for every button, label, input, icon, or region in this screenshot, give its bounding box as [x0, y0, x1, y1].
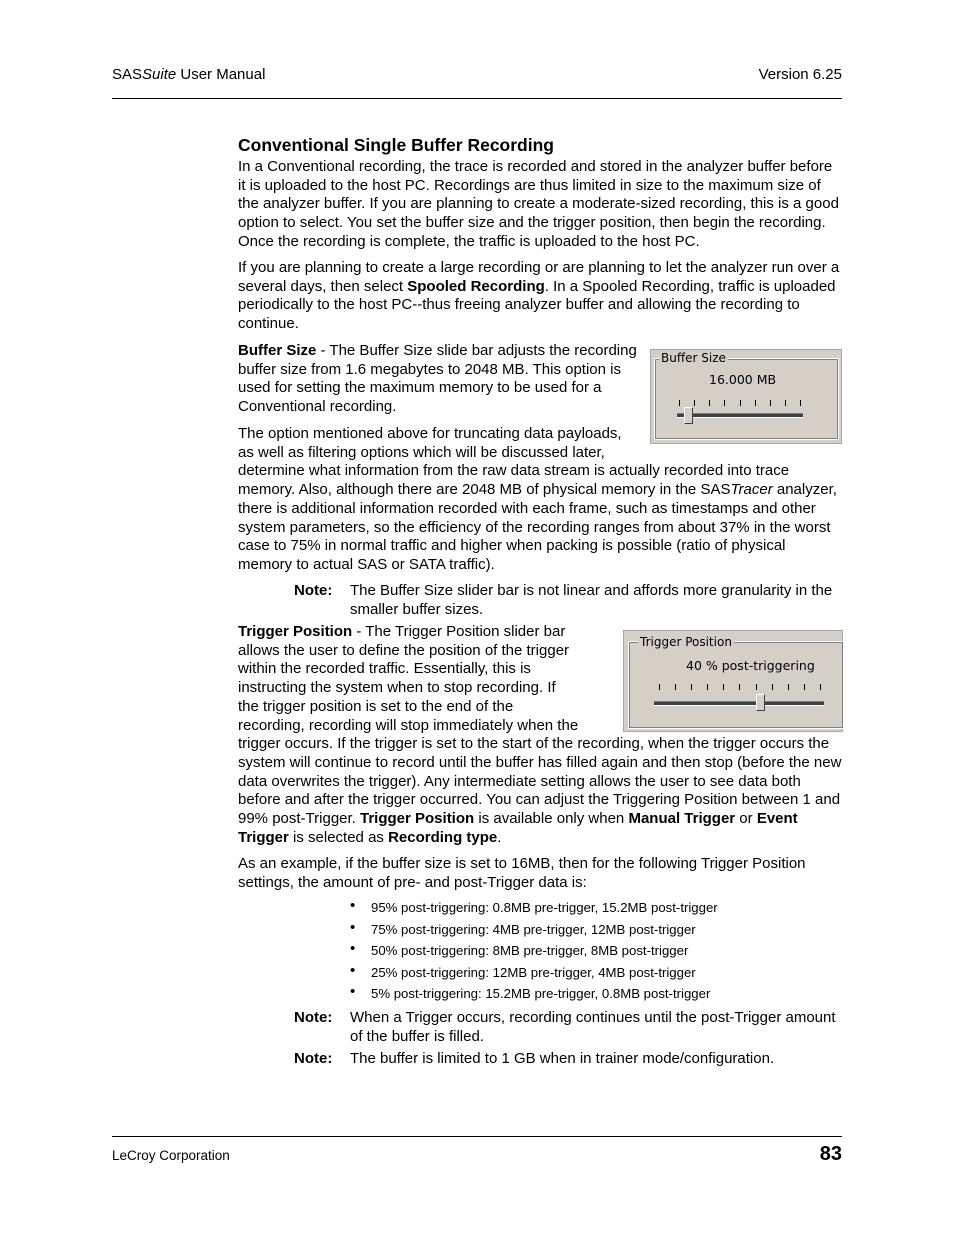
buffer-size-track[interactable] [677, 413, 803, 418]
buffer-size-value: 16.000 MB [709, 372, 777, 387]
slider-tick [723, 684, 724, 690]
list-item-text: 25% post-triggering: 12MB pre-trigger, 4MB post-trigger [371, 964, 696, 980]
note-trainer-mode [294, 1050, 842, 1069]
slider-tick [707, 684, 708, 690]
bullet-icon: • [350, 983, 356, 1000]
slider-tick [788, 684, 789, 690]
example-bullet-list [350, 897, 750, 1008]
note-label: Note: [294, 582, 333, 599]
list-item-text: 5% post-triggering: 15.2MB pre-trigger, 0.8MB post-trigger [371, 986, 711, 1001]
list-item [350, 961, 750, 987]
trigger-position-slider-thumb[interactable] [756, 694, 765, 711]
list-item [350, 918, 750, 944]
title-suffix: User Manual [176, 66, 266, 83]
slider-tick [694, 400, 695, 406]
note-label: Note: [294, 1009, 333, 1026]
header-title [112, 66, 265, 83]
note-trigger-occurs [294, 1009, 842, 1046]
trigger-position-ticks [659, 684, 821, 690]
slider-tick [679, 400, 680, 406]
trigger-position-label: Trigger Position [238, 623, 353, 640]
header-rule [112, 98, 842, 99]
bullet-icon: • [350, 897, 356, 914]
paragraph-conventional [238, 158, 842, 252]
list-item [350, 983, 750, 1008]
buffer-size-text: - The Buffer Size slide bar adjusts the recording buffer size from 1.6 megabytes to 2048 MB. This option is used for setting the maximum memory to be used for a Conventional recording. [238, 342, 637, 416]
slider-tick [709, 400, 710, 406]
p4-text-a: The option mentioned above for truncating data payloads, as well as filtering options which will be discussed later, determine what information from the raw data stream is actually recorded into trace memory. Also, although there are 2048 MB of physical memory in the SAS [238, 425, 790, 499]
list-item [350, 897, 750, 922]
slider-tick [756, 684, 757, 690]
note3-text: The buffer is limited to 1 GB when in trainer mode/configuration. [350, 1050, 775, 1067]
slider-tick [691, 684, 692, 690]
page-number: 83 [819, 1143, 842, 1165]
trigger-bold-3: Event Trigger [238, 810, 798, 846]
trigger-text: - The Trigger Position slider bar allows the user to define the position of the trigger within the recorded traffic. Essentially, this is instructing the system when to stop recording. If the trigger position is set to the end of the recording, recording will stop immediately when the trigger occurs. If the trigger is set to the start of the recording, when the trigger occurs the system will continue to record until the buffer has filled again and then stop (before the new data overwrites the trigger). Any intermediate setting allows the user to see data both before and after the trigger occurred. You can adjust the Triggering Position between 1 and 99% post-Trigger. [238, 623, 842, 828]
slider-tick [820, 684, 821, 690]
slider-tick [772, 684, 773, 690]
p6-text: As an example, if the buffer size is set to 16MB, then for the following Trigger Position settings, the amount of pre- and post-Trigger data is: [238, 855, 806, 891]
slider-tick [675, 684, 676, 690]
note-buffer-slider [294, 582, 842, 619]
trigger-text-2: is available only when [474, 810, 629, 828]
section-heading: Conventional Single Buffer Recording [238, 135, 554, 155]
list-item-text: 75% post-triggering: 4MB pre-trigger, 12MB post-trigger [371, 921, 696, 937]
note-label: Note: [294, 1050, 333, 1067]
trigger-text-3: or [735, 810, 757, 828]
trigger-bold-1: Trigger Position [360, 810, 475, 828]
bullet-icon: • [350, 918, 356, 936]
p2-text-c: . In a Spooled Recording, traffic is uploaded periodically to the host PC--thus freeing analyzer buffer and allowing the recording to continue. [238, 277, 836, 333]
slider-tick [804, 684, 805, 690]
slider-tick [755, 400, 756, 406]
p4-italic: Tracer [730, 481, 773, 499]
trigger-position-track[interactable] [654, 701, 824, 706]
trigger-bold-4: Recording type [388, 828, 498, 846]
note1-text: The Buffer Size slider bar is not linear and affords more granularity in the smaller buffer sizes. [350, 582, 833, 618]
slider-tick [740, 400, 741, 406]
p2-bold: Spooled Recording [407, 277, 545, 295]
title-prefix: SAS [112, 66, 143, 83]
buffer-size-label: Buffer Size [238, 342, 317, 359]
buffer-size-slider-thumb[interactable] [684, 407, 693, 424]
trigger-bold-2: Manual Trigger [628, 810, 736, 828]
slider-tick [770, 400, 771, 406]
trigger-text-4: is selected as [288, 828, 389, 846]
list-item [350, 940, 750, 965]
slider-tick [724, 400, 725, 406]
trigger-position-value: 40 % post-triggering [686, 658, 815, 673]
slider-tick [739, 684, 740, 690]
bullet-icon: • [350, 940, 356, 957]
slider-tick [800, 400, 801, 406]
bullet-icon: • [350, 961, 356, 979]
p4-text-b: analyzer, there is additional information recorded with each frame, such as timestamps and other system parameters, so the efficiency of the recording ranges from about 37% in the worst case to 75% in normal traffic and higher when packing is possible (ratio of physical memory to actual SAS or SATA traffic). [238, 481, 837, 573]
buffer-size-title: Buffer Size [661, 351, 726, 365]
footer-company: LeCroy Corporation [112, 1148, 230, 1163]
note2-text: When a Trigger occurs, recording continues until the post-Trigger amount of the buffer is filled. [350, 1009, 836, 1045]
footer-rule [112, 1136, 842, 1137]
title-italic: Suite [142, 66, 177, 83]
header-version: Version 6.25 [758, 66, 842, 83]
paragraph-buffer-size [238, 342, 638, 417]
buffer-size-ticks [679, 400, 801, 406]
paragraph-spooled [238, 259, 842, 334]
paragraph-example [238, 855, 842, 892]
paragraph-memory [238, 425, 842, 575]
trigger-position-panel [623, 630, 843, 732]
list-item-text: 50% post-triggering: 8MB pre-trigger, 8MB post-trigger [371, 943, 689, 958]
p1-text: In a Conventional recording, the trace is recorded and stored in the analyzer buffer before it is uploaded to the host PC. Recordings are thus limited in size to the maximum size of the analyzer buffer. If you are planning to create a moderate-sized recording, this is a good option to select. You set the buffer size and the trigger position, then begin the recording. Once the recording is complete, the traffic is uploaded to the host PC. [238, 158, 839, 250]
slider-tick [785, 400, 786, 406]
slider-tick [659, 684, 660, 690]
p2-text-a: If you are planning to create a large recording or are planning to let the analyzer run over a several days, then select [238, 259, 840, 295]
trigger-position-title: Trigger Position [640, 635, 732, 649]
trigger-text-5: . [497, 828, 502, 846]
list-item-text: 95% post-triggering: 0.8MB pre-trigger, 15.2MB post-trigger [371, 900, 718, 915]
